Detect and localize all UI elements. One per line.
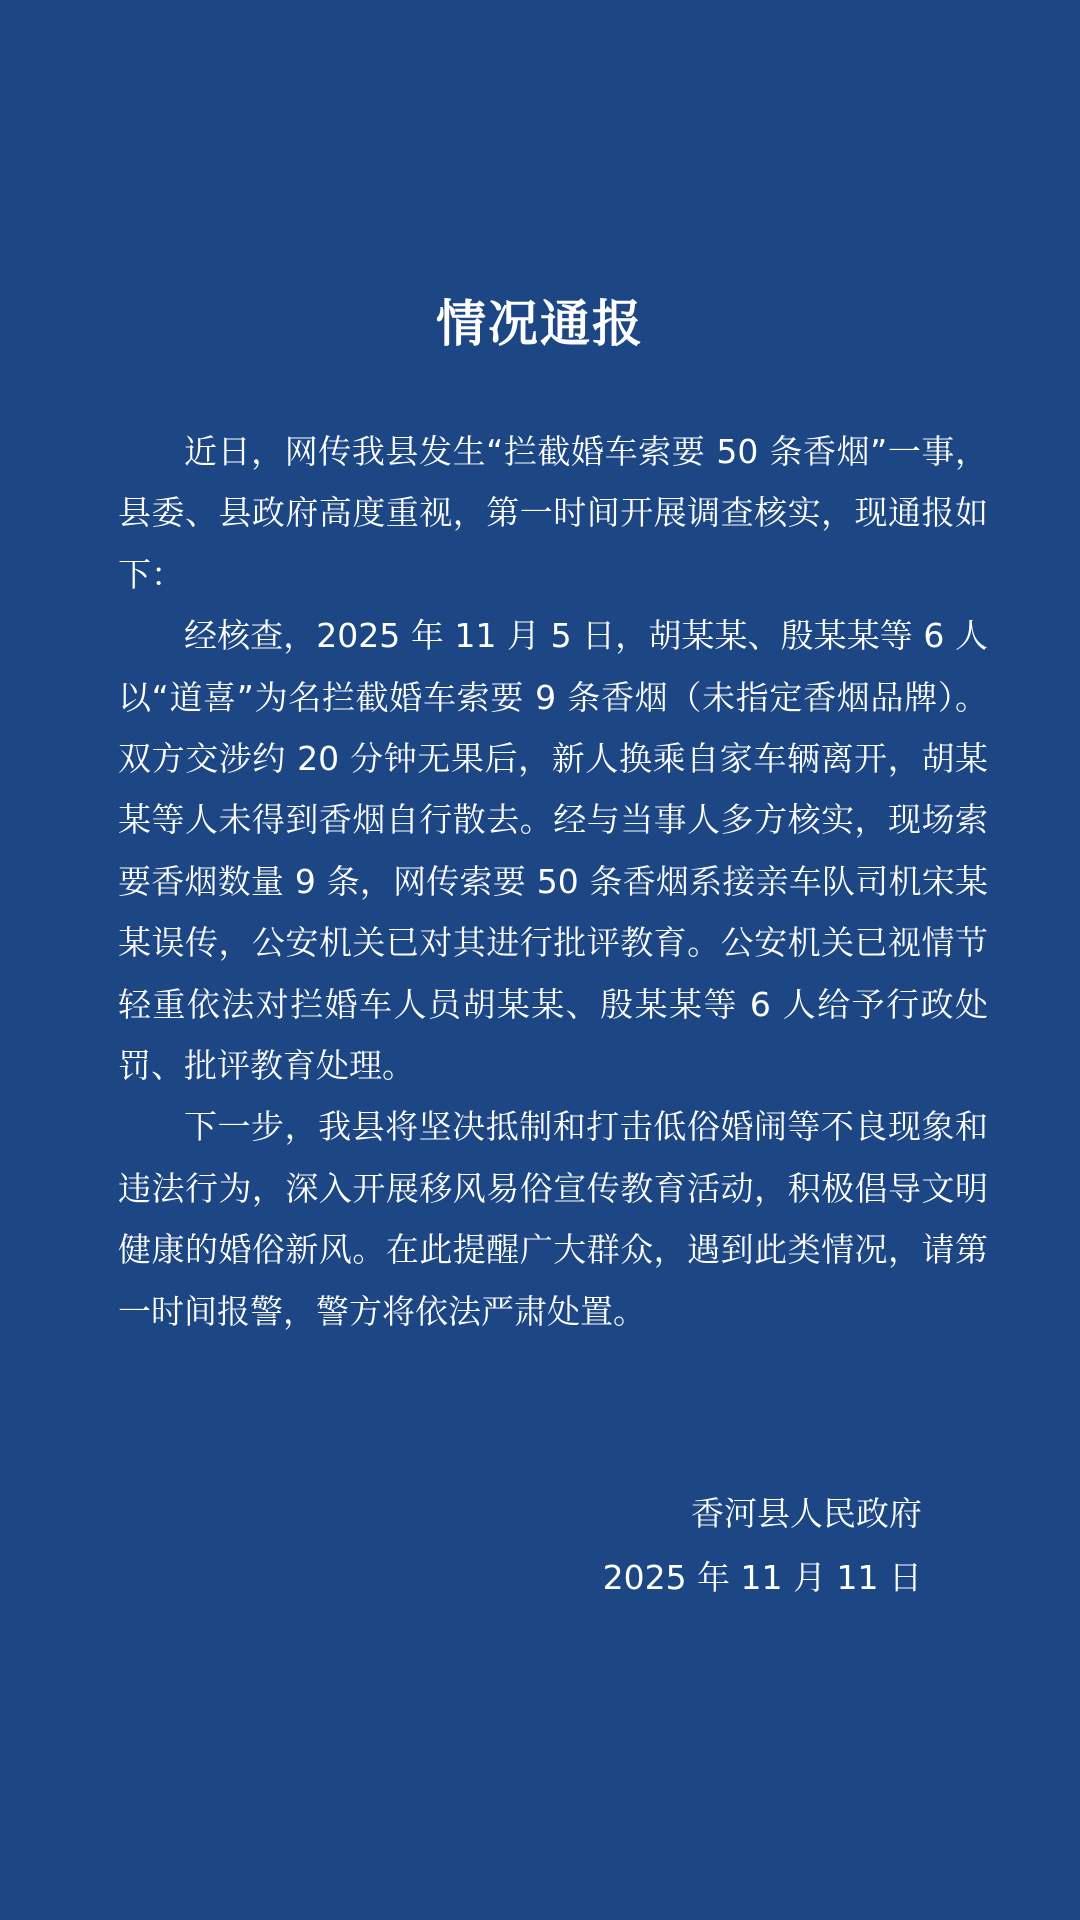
signature-block <box>603 1482 922 1610</box>
notice-body <box>118 421 988 1342</box>
issue-date: 2025 年 11 月 11 日 <box>602 1558 922 1597</box>
paragraph-next-steps: 下一步，我县将坚决抵制和打击低俗婚闹等不良现象和违法行为，深入开展移风易俗宣传教育活动，积极倡导文明健康的婚俗新风。在此提醒广大群众，遇到此类情况，请第一时间报警，警方将依法严肃处置。 <box>118 1107 988 1331</box>
notice-title: 情况通报 <box>436 293 644 353</box>
paragraph-findings: 经核查，2025 年 11 月 5 日，胡某某、殷某某等 6 人以“道喜”为名拦截婚车索要 9 条香烟（未指定香烟品牌）。双方交涉约 20 分钟无果后，新人换乘自家车辆离开，胡某某等人未得到香烟自行散去。经与当事人多方核实，现场索要香烟数量 9 条，网传索要 50 条香烟系接亲车队司机宋某某误传，公安机关已对其进行批评教育。公安机关已视情节轻重依法对拦婚车人员胡某某、殷某某等 6 人给予行政处罚、批评教育处理。 <box>118 616 988 1086</box>
issuer-name: 香河县人民政府 <box>691 1494 922 1533</box>
paragraph-intro: 近日，网传我县发生“拦截婚车索要 50 条香烟”一事，县委、县政府高度重视，第一时间开展调查核实，现通报如下： <box>118 432 988 594</box>
